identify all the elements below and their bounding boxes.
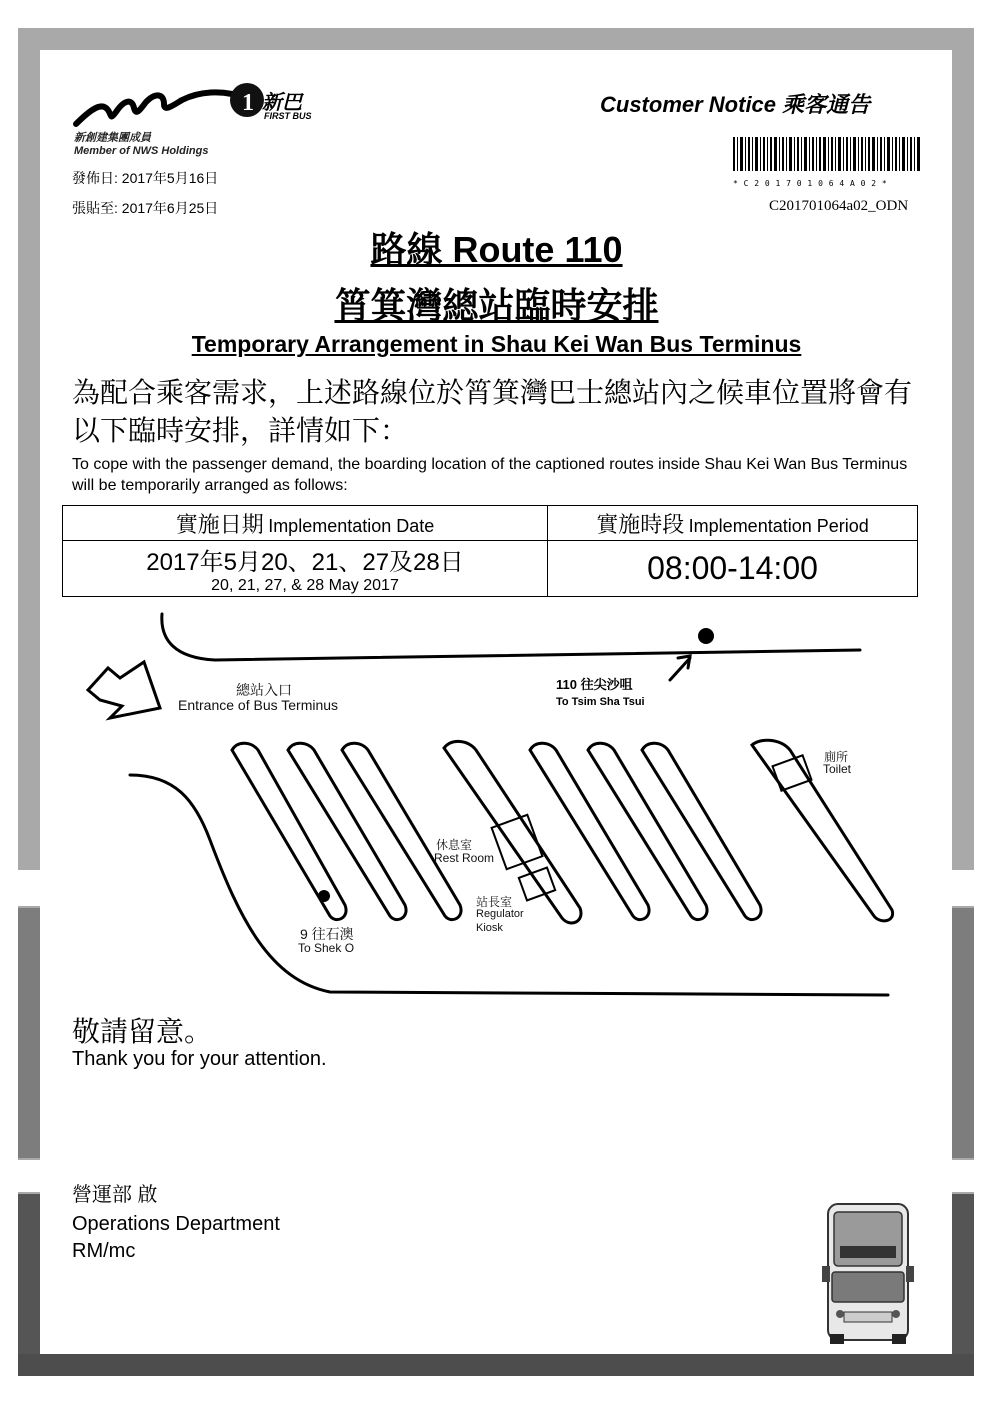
toilet-cn: 廁所	[824, 750, 849, 764]
kiosk-en1: Regulator	[476, 908, 524, 920]
post-label: 張貼至:	[72, 200, 118, 216]
issue-label: 發佈日:	[72, 170, 118, 186]
terminus-map	[0, 600, 993, 1010]
route-110-stop-icon	[698, 628, 714, 644]
logo-en: FIRST BUS	[264, 111, 312, 121]
entrance-cn: 總站入口	[236, 682, 292, 698]
first-bus-logo-icon	[72, 80, 272, 130]
dates-cn: 2017年5月20、21、27及28日	[146, 549, 464, 576]
customer-notice-title: Customer Notice 乘客通告	[600, 92, 871, 117]
post-date: 2017年6月25日	[121, 200, 219, 216]
header-period-en: Implementation Period	[688, 515, 869, 536]
signature-ref: RM/mc	[72, 1240, 136, 1262]
toilet-en: Toilet	[823, 762, 852, 776]
dates-cell	[63, 541, 548, 597]
holdings-cn: 新創建集團成員	[74, 132, 151, 144]
terminus-title-cn: 筲箕灣總站臨時安排	[334, 285, 659, 326]
implementation-table	[62, 505, 918, 597]
period-cell	[548, 541, 918, 597]
terminus-title-en: Temporary Arrangement in Shau Kei Wan Bus Terminus	[191, 331, 802, 357]
signature-en: Operations Department	[72, 1213, 280, 1235]
route110-en: To Tsim Sha Tsui	[556, 696, 645, 708]
entrance-en: Entrance of Bus Terminus	[178, 697, 339, 713]
route-title: 路線 Route 110	[370, 229, 623, 270]
rest-en: Rest Room	[434, 851, 495, 865]
route9-cn: 9 往石澳	[300, 926, 354, 942]
entrance-arrow-icon	[88, 662, 160, 718]
route-9-stop-icon	[318, 890, 330, 902]
issue-date: 2017年5月16日	[121, 170, 219, 186]
notice-code: C201701064a02_ODN	[769, 198, 909, 214]
intro-en: To cope with the passenger demand, the boarding location of the captioned routes inside Shau Kei Wan Bus Terminus will be temporarily arranged as follows:	[72, 456, 908, 494]
period-value: 08:00-14:00	[647, 550, 818, 586]
kiosk-cn: 站長室	[476, 895, 513, 909]
header-date-cn: 實施日期	[175, 511, 264, 537]
rest-cn: 休息室	[436, 838, 473, 852]
frame-edge	[952, 1194, 974, 1376]
post-date-row	[72, 198, 218, 218]
issue-date-row	[72, 168, 218, 188]
header-period-cn: 實施時段	[596, 511, 685, 537]
header-date	[63, 506, 548, 541]
signature-cn: 營運部 啟	[72, 1184, 158, 1206]
frame-edge	[18, 1194, 40, 1376]
barcode-icon	[733, 137, 923, 179]
kiosk-en2: Kiosk	[476, 922, 503, 934]
route9-en: To Shek O	[298, 941, 355, 955]
barcode-text: * C 2 0 1 7 0 1 0 6 4 A 0 2 *	[733, 179, 888, 188]
closing-en: Thank you for your attention.	[72, 1048, 327, 1070]
header-period	[548, 506, 918, 541]
frame-edge	[18, 1354, 974, 1376]
holdings-en: Member of NWS Holdings	[74, 145, 209, 157]
road-top	[162, 614, 860, 660]
bus-icon	[818, 1202, 918, 1348]
svg-text:1: 1	[242, 90, 254, 116]
header-date-en: Implementation Date	[268, 515, 435, 536]
route110-cn: 110 往尖沙咀	[556, 677, 633, 692]
intro-cn: 為配合乘客需求，上述路線位於筲箕灣巴士總站內之候車位置將會有以下臨時安排，詳情如下：	[72, 377, 913, 446]
closing-cn: 敬請留意。	[72, 1016, 213, 1047]
road-bottom	[130, 775, 888, 995]
logo-cn: 新巴	[262, 92, 302, 114]
dates-en: 20, 21, 27, & 28 May 2017	[211, 577, 399, 594]
